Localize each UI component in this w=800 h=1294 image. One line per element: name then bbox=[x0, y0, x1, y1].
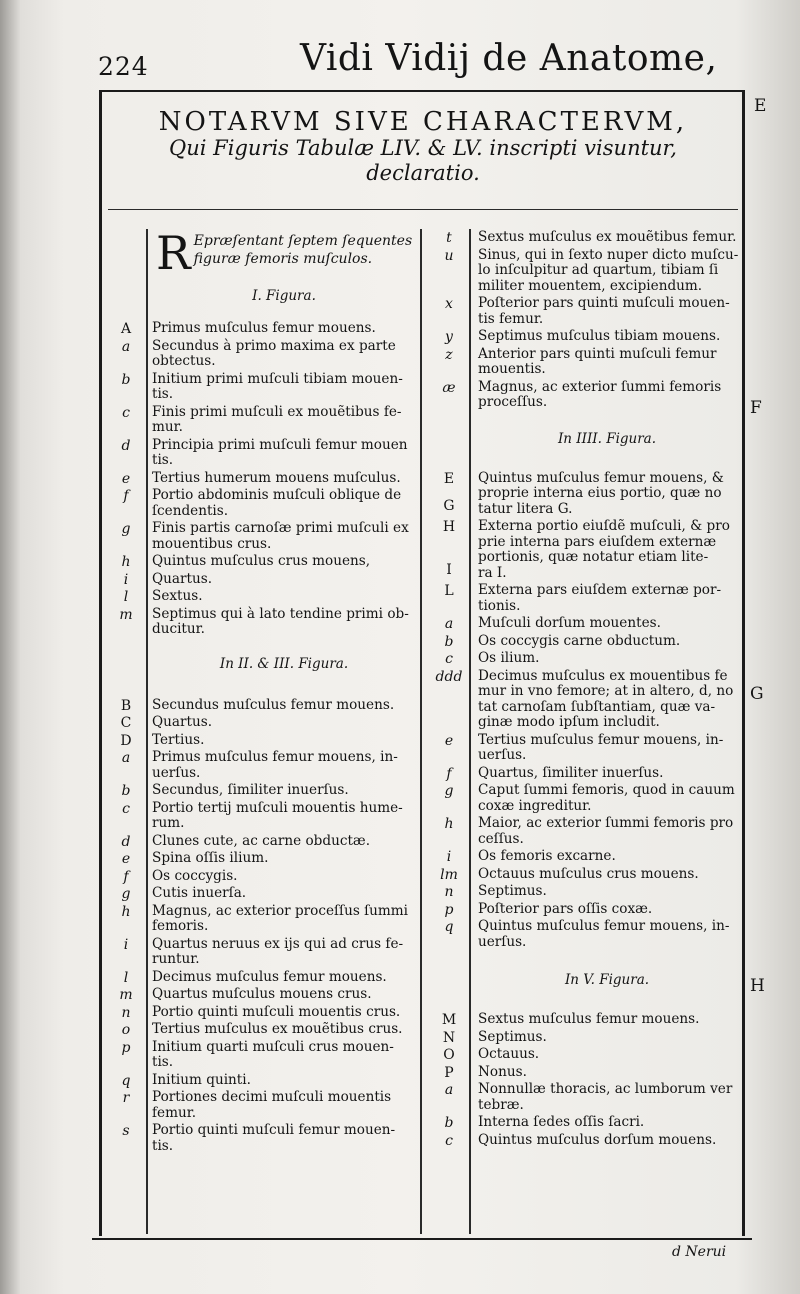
column-divider-rule bbox=[420, 229, 422, 1234]
legend-label: a bbox=[121, 750, 131, 766]
label-column-rule-left bbox=[146, 229, 148, 1234]
legend-description: Sextus muſculus ex mouẽtibus femur. bbox=[478, 229, 737, 245]
legend-description: Quartus, ſimiliter inuerſus. bbox=[478, 764, 664, 781]
legend-label: y bbox=[445, 329, 453, 345]
legend-description: Poſterior pars quinti muſculi mouen- tis femur. bbox=[478, 295, 730, 327]
legend-description: Os coccygis. bbox=[152, 867, 238, 884]
legend-description: Finis partis carnoſæ primi muſculi ex mouentibus crus. bbox=[152, 520, 409, 552]
legend-label: r bbox=[122, 1090, 130, 1106]
legend-label: b bbox=[444, 633, 454, 650]
legend-label: E bbox=[443, 470, 455, 487]
legend-description: Septimus qui à lato tendine primi ob- ducitur. bbox=[152, 605, 409, 637]
legend-label: e bbox=[121, 851, 131, 867]
legend-description: Septimus. bbox=[478, 1028, 547, 1045]
margin-letter: H bbox=[750, 976, 765, 996]
legend-description: Tertius humerum mouens muſculus. bbox=[152, 469, 401, 486]
legend-description: Cutis inuerſa. bbox=[152, 885, 247, 901]
legend-label: i bbox=[123, 936, 129, 953]
legend-label: B bbox=[120, 697, 132, 714]
legend-description: Initium quarti muſculi crus mouen- tis. bbox=[152, 1038, 394, 1070]
figure-heading: In IIII. Figura. bbox=[557, 430, 657, 447]
legend-label: g bbox=[121, 521, 131, 537]
legend-description: Quintus muſculus femur mouens, & proprie interna eius portio, quæ no tatur litera G. bbox=[478, 469, 724, 517]
legend-description: Quartus. bbox=[152, 714, 213, 730]
figure-heading: In II. & III. Figura. bbox=[219, 655, 349, 672]
legend-label: p bbox=[444, 901, 454, 918]
legend-description: Sinus, qui in ſexto nuper dicto muſcu- lo inſculpitur ad quartum, tibiam ſi militer mouentem, excipiendum. bbox=[478, 246, 739, 294]
margin-letter: E bbox=[754, 96, 767, 116]
legend-label: a bbox=[444, 616, 454, 632]
legend-label: s bbox=[122, 1123, 130, 1139]
legend-label: p bbox=[121, 1039, 131, 1056]
page-number: 224 bbox=[98, 52, 149, 81]
legend-description: Octauus. bbox=[478, 1046, 540, 1062]
legend-description: Quartus neruus ex ijs qui ad crus fe- runtur. bbox=[152, 935, 404, 967]
legend-description: Octauus muſculus crus mouens. bbox=[478, 865, 699, 882]
figure-heading: I. Figura. bbox=[252, 288, 316, 304]
legend-label: x bbox=[445, 296, 453, 312]
legend-label: e bbox=[444, 732, 454, 749]
legend-label: u bbox=[444, 247, 454, 264]
legend-description: Magnus, ac exterior proceſſus ſummi femoris. bbox=[152, 902, 409, 934]
legend-label: g bbox=[121, 886, 131, 902]
legend-description: Quintus muſculus dorſum mouens. bbox=[478, 1131, 717, 1148]
legend-description: Quintus muſculus femur mouens, in- uerſus. bbox=[478, 918, 730, 950]
legend-label: c bbox=[122, 404, 130, 421]
legend-label: f bbox=[446, 765, 452, 782]
legend-description: Maior, ac exterior ſummi femoris pro ceſſus. bbox=[478, 815, 734, 847]
legend-label: G bbox=[443, 498, 455, 514]
legend-description: Quartus muſculus mouens crus. bbox=[152, 986, 372, 1002]
legend-label: d bbox=[121, 833, 131, 850]
legend-description: Caput ſummi femoris, quod in cauum coxæ ingreditur. bbox=[478, 782, 735, 814]
legend-description: Septimus. bbox=[478, 883, 547, 899]
intro-text: Epræſentant ſeptem ſequentes figuræ femoris muſculos. bbox=[193, 233, 413, 267]
legend-label: c bbox=[122, 800, 130, 817]
legend-label: lm bbox=[440, 866, 458, 883]
legend-label: n bbox=[121, 1004, 131, 1021]
legend-label: N bbox=[442, 1029, 456, 1046]
legend-description: Spina oſſis ilium. bbox=[152, 850, 269, 866]
legend-label: g bbox=[444, 783, 454, 799]
legend-label: q bbox=[121, 1072, 131, 1089]
legend-label: P bbox=[444, 1064, 454, 1081]
legend-label: h bbox=[121, 903, 131, 920]
drop-cap: R bbox=[156, 226, 191, 280]
legend-label: D bbox=[120, 732, 132, 749]
legend-description: Secundus, ſimiliter inuerſus. bbox=[152, 782, 349, 798]
legend-label: i bbox=[123, 571, 129, 588]
legend-description: Portio abdominis muſculi oblique de ſcendentis. bbox=[152, 487, 402, 519]
heading-line-2: Qui Figuris Tabulæ LIV. & LV. inscripti visuntur, bbox=[169, 136, 677, 160]
legend-label: a bbox=[121, 338, 131, 355]
intro-paragraph bbox=[156, 226, 418, 280]
legend-description: Septimus muſculus tibiam mouens. bbox=[478, 328, 721, 344]
legend-label: ddd bbox=[435, 668, 463, 685]
legend-label: o bbox=[121, 1022, 131, 1038]
legend-description: Anterior pars quinti muſculi femur mouentis. bbox=[478, 345, 717, 377]
margin-letter: F bbox=[750, 398, 762, 418]
legend-label: d bbox=[121, 437, 131, 454]
legend-description: Tertius muſculus ex mouẽtibus crus. bbox=[152, 1021, 403, 1037]
running-title: Vidi Vidij de Anatome, bbox=[300, 38, 718, 79]
legend-label: t bbox=[446, 230, 452, 246]
legend-description: Quintus muſculus crus mouens, bbox=[152, 553, 371, 569]
legend-label: M bbox=[441, 1012, 457, 1028]
figure-heading: In V. Figura. bbox=[564, 972, 650, 988]
legend-label: c bbox=[445, 1132, 453, 1149]
legend-label: H bbox=[442, 519, 456, 535]
legend-description: Clunes cute, ac carne obductæ. bbox=[152, 832, 371, 849]
bottom-rule bbox=[92, 1238, 752, 1240]
legend-description: Initium quinti. bbox=[152, 1071, 251, 1088]
legend-label: a bbox=[444, 1082, 454, 1098]
legend-description: Externa portio eiuſdẽ muſculi, & pro prie interna pars eiuſdem externæ portionis, quæ notatur etiam lite- ra I. bbox=[478, 518, 730, 581]
legend-label: m bbox=[119, 606, 133, 623]
heading-rule bbox=[108, 209, 738, 210]
legend-description: Interna ſedes oſſis ſacri. bbox=[478, 1114, 645, 1130]
legend-description: Secundus à primo maxima ex parte obtectus. bbox=[152, 337, 396, 369]
legend-label: b bbox=[121, 371, 131, 388]
legend-description: Primus muſculus femur mouens, in- uerſus. bbox=[152, 749, 398, 781]
legend-description: Initium primi muſculi tibiam mouen- tis. bbox=[152, 370, 403, 402]
legend-label: l bbox=[123, 969, 129, 986]
legend-description: Tertius. bbox=[152, 731, 205, 748]
legend-description: Sextus. bbox=[152, 588, 203, 604]
legend-description: Finis primi muſculi ex mouẽtibus fe- mur. bbox=[152, 403, 402, 435]
legend-description: Tertius muſculus femur mouens, in- uerſus. bbox=[478, 731, 724, 763]
legend-label: O bbox=[443, 1047, 455, 1063]
legend-label: C bbox=[120, 715, 132, 731]
legend-label: c bbox=[445, 651, 453, 667]
legend-label: q bbox=[444, 919, 454, 935]
legend-description: Decimus muſculus ex mouentibus fe mur in vno femore; at in altero, d, no tat carnoſam ſubſtantiam, quæ va- ginæ modo ipſum includit. bbox=[478, 667, 734, 730]
legend-label: b bbox=[444, 1115, 454, 1131]
legend-label: m bbox=[119, 987, 133, 1003]
legend-description: Nonus. bbox=[478, 1063, 527, 1080]
legend-label: f bbox=[123, 488, 129, 504]
legend-description: Portio quinti muſculi femur mouen- tis. bbox=[152, 1122, 396, 1154]
heading-line-3: declaratio. bbox=[366, 161, 480, 185]
legend-label: A bbox=[120, 321, 132, 337]
legend-description: Portio tertij muſculi mouentis hume- rum. bbox=[152, 799, 403, 831]
legend-label: h bbox=[121, 554, 131, 570]
label-column-rule-right bbox=[469, 229, 471, 1234]
legend-description: Os femoris excarne. bbox=[478, 848, 616, 864]
legend-label: I bbox=[446, 562, 452, 578]
legend-description: Principia primi muſculi femur mouen tis. bbox=[152, 436, 408, 468]
legend-description: Magnus, ac exterior ſummi femoris proceſſus. bbox=[478, 378, 722, 410]
legend-label: z bbox=[445, 346, 453, 363]
legend-description: Secundus muſculus femur mouens. bbox=[152, 696, 395, 713]
legend-description: Primus muſculus femur mouens. bbox=[152, 320, 376, 336]
legend-description: Portio quinti muſculi mouentis crus. bbox=[152, 1003, 401, 1020]
legend-label: h bbox=[444, 816, 454, 832]
legend-description: Quartus. bbox=[152, 570, 213, 587]
margin-letter: G bbox=[750, 684, 764, 704]
legend-description: Nonnullæ thoracis, ac lumborum ver tebræ. bbox=[478, 1081, 733, 1113]
heading-line-1: NOTARVM SIVE CHARACTERVM, bbox=[158, 107, 688, 137]
legend-description: Sextus muſculus femur mouens. bbox=[478, 1011, 700, 1027]
binding-gutter bbox=[0, 0, 20, 1294]
legend-description: Externa pars eiuſdem externæ por- tionis. bbox=[478, 582, 722, 614]
legend-label: l bbox=[123, 589, 129, 605]
legend-label: f bbox=[123, 868, 129, 885]
legend-label: b bbox=[121, 783, 131, 799]
legend-label: e bbox=[121, 470, 131, 487]
legend-label: æ bbox=[442, 379, 456, 396]
catchword: d Nerui bbox=[672, 1244, 727, 1260]
legend-label: n bbox=[444, 884, 454, 900]
legend-description: Decimus muſculus femur mouens. bbox=[152, 968, 387, 985]
legend-label: i bbox=[446, 849, 452, 865]
legend-description: Os coccygis carne obductum. bbox=[478, 632, 681, 649]
legend-description: Portiones decimi muſculi mouentis femur. bbox=[152, 1089, 392, 1121]
legend-description: Os ilium. bbox=[478, 650, 540, 666]
legend-description: Poſterior pars oſſis coxæ. bbox=[478, 900, 653, 917]
legend-description: Muſculi dorſum mouentes. bbox=[478, 615, 661, 631]
legend-label: L bbox=[444, 583, 454, 599]
